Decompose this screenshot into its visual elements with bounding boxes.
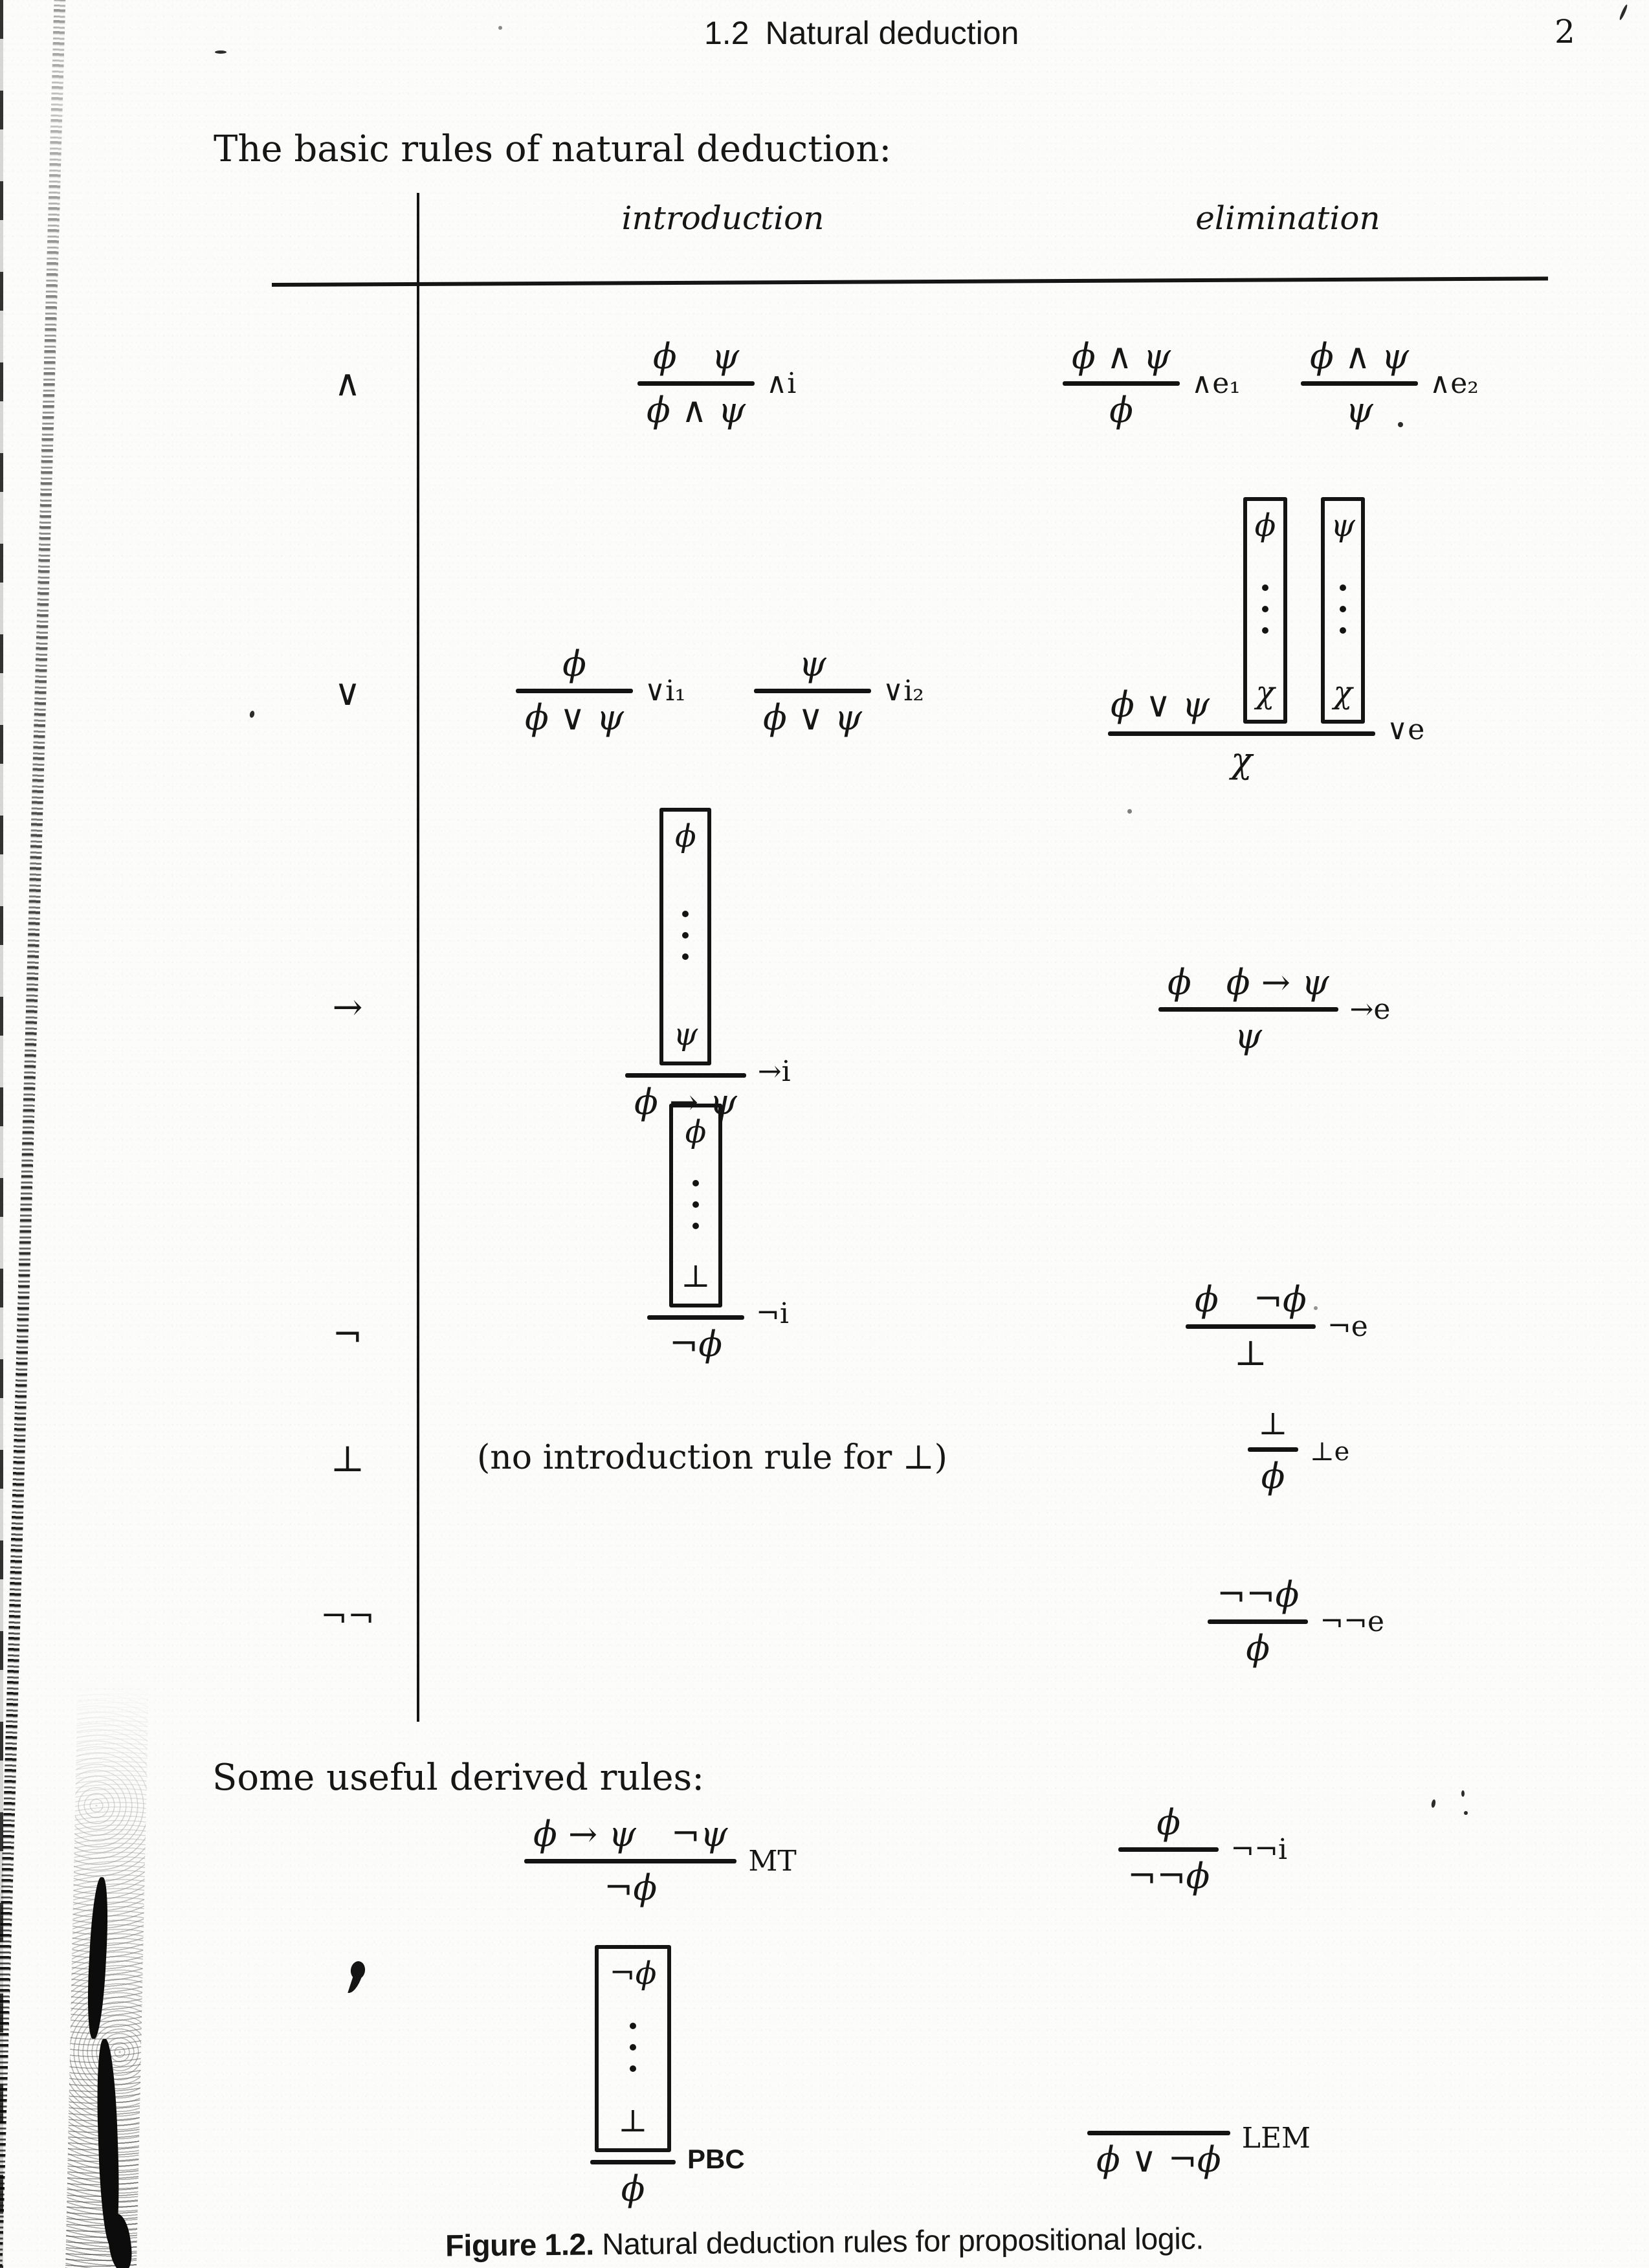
stray-mark bbox=[498, 26, 502, 30]
vertical-ellipsis bbox=[682, 932, 689, 939]
box-conclusion: ⊥ bbox=[618, 2103, 648, 2139]
assumption-box bbox=[595, 1945, 671, 2152]
inference-line bbox=[1118, 1847, 1219, 1852]
conclusion: χ bbox=[1231, 740, 1252, 781]
conclusion: ϕ ∨ ¬ϕ bbox=[1096, 2139, 1221, 2180]
rule-label: ⊥e bbox=[1310, 1436, 1350, 1467]
row-label-implies: → bbox=[332, 986, 363, 1028]
assumption-box bbox=[1243, 497, 1287, 724]
rule-label: ∨i₂ bbox=[883, 674, 924, 708]
inference-line bbox=[625, 1073, 746, 1078]
rule-label: ¬¬i bbox=[1230, 1833, 1288, 1867]
conclusion: ϕ bbox=[1246, 1628, 1270, 1669]
stray-mark bbox=[215, 50, 227, 54]
assumption: ϕ bbox=[1254, 507, 1276, 544]
rule-label: LEM bbox=[1241, 2122, 1311, 2155]
inference-line bbox=[637, 381, 755, 386]
fraction bbox=[1248, 1403, 1298, 1500]
column-header-introduction: introduction bbox=[621, 199, 825, 237]
vertical-ellipsis bbox=[692, 1201, 699, 1208]
stray-mark bbox=[1127, 809, 1132, 814]
fraction bbox=[590, 1945, 676, 2212]
fraction bbox=[647, 1104, 744, 1368]
rule-label: ∧i bbox=[766, 367, 797, 401]
inference-line bbox=[524, 1859, 736, 1863]
derived-rules-heading: Some useful derived rules: bbox=[212, 1757, 705, 1799]
premises: ⊥ bbox=[1258, 1406, 1288, 1442]
fraction bbox=[1087, 2129, 1230, 2183]
stray-mark bbox=[1461, 1790, 1465, 1797]
fraction bbox=[1301, 333, 1418, 434]
box-conclusion: ψ bbox=[673, 1016, 698, 1052]
vertical-ellipsis bbox=[630, 2044, 636, 2051]
rule-modus-tollens bbox=[524, 1811, 797, 1912]
basic-rules-heading: The basic rules of natural deduction: bbox=[214, 128, 892, 170]
running-header: 1.2 Natural deduction bbox=[704, 15, 1019, 51]
stray-mark bbox=[1464, 1811, 1468, 1815]
rule-not-elim bbox=[1186, 1276, 1368, 1377]
no-intro-rule-note: (no introduction rule for ⊥) bbox=[477, 1438, 947, 1477]
fraction bbox=[1118, 1799, 1219, 1900]
premise: ϕ ∨ ψ bbox=[1111, 684, 1210, 726]
conclusion: ϕ bbox=[1109, 390, 1133, 431]
row-label-double-negation: ¬¬ bbox=[320, 1597, 375, 1635]
fraction bbox=[1208, 1572, 1308, 1673]
rule-not-intro bbox=[647, 1104, 789, 1368]
box-conclusion: ⊥ bbox=[681, 1258, 711, 1295]
rule-label: ¬i bbox=[756, 1297, 789, 1331]
fraction bbox=[1186, 1276, 1316, 1377]
fraction bbox=[754, 641, 871, 742]
stray-comma-mark bbox=[349, 1961, 366, 1981]
stray-mark bbox=[1619, 4, 1628, 21]
rule-label: ¬e bbox=[1327, 1310, 1368, 1344]
rule-or-intro1 bbox=[516, 641, 686, 742]
assumption: ϕ bbox=[675, 818, 696, 854]
stray-mark bbox=[249, 710, 255, 718]
page-number: 2 bbox=[1555, 13, 1575, 50]
fraction bbox=[625, 808, 746, 1126]
rule-label: PBC bbox=[687, 2144, 745, 2175]
premises: ¬¬ϕ bbox=[1217, 1574, 1300, 1615]
figure-caption bbox=[0, 2216, 1649, 2267]
premises: ϕ ∧ ψ bbox=[1072, 336, 1171, 377]
premises: ϕ ∧ ψ bbox=[1310, 336, 1410, 377]
conclusion: ϕ bbox=[1261, 1455, 1285, 1496]
inference-line bbox=[1158, 1007, 1338, 1012]
rule-lem bbox=[1087, 2122, 1311, 2183]
rule-label: ¬¬e bbox=[1320, 1605, 1385, 1639]
premises: ψ bbox=[799, 643, 826, 684]
rule-label: MT bbox=[748, 1845, 797, 1878]
premises: ϕ ¬ϕ bbox=[1195, 1279, 1307, 1320]
box-conclusion: χ bbox=[1333, 674, 1353, 711]
premises: ϕ ϕ → ψ bbox=[1168, 962, 1329, 1003]
vertical-ellipsis bbox=[1262, 606, 1268, 612]
row-label-or: ∨ bbox=[334, 672, 361, 714]
fraction bbox=[516, 641, 633, 742]
conclusion: ϕ ∨ ψ bbox=[763, 697, 863, 739]
rule-label: ∨i₁ bbox=[645, 674, 686, 708]
premises: ϕ bbox=[1157, 1802, 1181, 1843]
fraction bbox=[637, 333, 755, 434]
conclusion: ¬ϕ bbox=[604, 1867, 658, 1909]
rule-label: ∧e₂ bbox=[1430, 367, 1479, 401]
rule-and-intro bbox=[637, 333, 796, 434]
figure-caption-text: Natural deduction rules for propositional logic. bbox=[593, 2221, 1204, 2262]
premises: ϕ ψ bbox=[652, 336, 740, 377]
row-label-and: ∧ bbox=[334, 362, 361, 405]
assumption-box bbox=[1321, 497, 1365, 724]
assumption: ¬ϕ bbox=[609, 1955, 657, 1992]
inference-line bbox=[647, 1315, 744, 1320]
conclusion: ¬ϕ bbox=[669, 1324, 723, 1364]
inference-line bbox=[516, 689, 633, 693]
rule-implies-elim bbox=[1158, 959, 1390, 1060]
rule-implies-intro bbox=[625, 808, 791, 1126]
inference-line bbox=[1186, 1324, 1316, 1329]
row-label-not: ¬ bbox=[332, 1314, 363, 1356]
assumption-box bbox=[669, 1104, 722, 1307]
table-horizontal-rule bbox=[272, 276, 1548, 287]
rule-bottom-elim bbox=[1248, 1403, 1349, 1500]
rule-pbc bbox=[590, 1945, 745, 2212]
rule-and-elim2 bbox=[1301, 333, 1479, 434]
vertical-ellipsis bbox=[1340, 606, 1346, 612]
inference-line bbox=[1208, 1619, 1308, 1624]
conclusion: ϕ ∨ ψ bbox=[525, 697, 625, 739]
premises: ϕ → ψ ¬ψ bbox=[533, 1814, 728, 1854]
conclusion: ϕ ∧ ψ bbox=[647, 390, 746, 431]
fraction bbox=[1063, 333, 1180, 434]
assumption: ϕ bbox=[685, 1114, 707, 1150]
conclusion: ϕ bbox=[621, 2168, 645, 2209]
rule-label: →i bbox=[757, 1055, 791, 1089]
conclusion: ψ bbox=[1345, 390, 1373, 431]
conclusion: ϕ → ψ bbox=[634, 1082, 737, 1122]
box-conclusion: χ bbox=[1256, 674, 1275, 711]
inference-line bbox=[1063, 381, 1180, 386]
fraction bbox=[1158, 959, 1338, 1060]
rule-label: ∧e₁ bbox=[1191, 367, 1241, 401]
rule-label: ∨e bbox=[1387, 713, 1425, 747]
table-vertical-rule bbox=[417, 193, 419, 1722]
rule-double-negation-elim bbox=[1208, 1572, 1384, 1673]
inference-line bbox=[590, 2160, 676, 2164]
stray-mark bbox=[1431, 1799, 1436, 1808]
column-header-elimination: elimination bbox=[1195, 199, 1380, 237]
figure-caption-number: Figure 1.2. bbox=[445, 2227, 594, 2263]
inference-line bbox=[1087, 2131, 1230, 2135]
conclusion: ¬¬ϕ bbox=[1127, 1856, 1210, 1897]
premises: ϕ bbox=[562, 643, 586, 684]
rule-or-elim bbox=[1108, 497, 1424, 784]
conclusion: ψ bbox=[1234, 1016, 1262, 1057]
fraction bbox=[1108, 497, 1375, 784]
premises-row bbox=[1108, 497, 1375, 730]
inference-line bbox=[754, 689, 871, 693]
assumption: ψ bbox=[1331, 507, 1355, 544]
row-label-bottom: ⊥ bbox=[330, 1438, 365, 1480]
rule-double-negation-intro bbox=[1118, 1799, 1287, 1900]
rule-and-elim1 bbox=[1063, 333, 1241, 434]
assumption-box bbox=[659, 808, 711, 1065]
rule-or-intro2 bbox=[754, 641, 924, 742]
inference-line bbox=[1301, 381, 1418, 386]
inference-line bbox=[1248, 1447, 1298, 1452]
conclusion: ⊥ bbox=[1234, 1333, 1267, 1374]
rule-label: →e bbox=[1349, 993, 1391, 1027]
inference-line bbox=[1108, 731, 1375, 736]
fraction bbox=[524, 1811, 736, 1912]
scan-crease-artifact bbox=[0, 0, 66, 2268]
